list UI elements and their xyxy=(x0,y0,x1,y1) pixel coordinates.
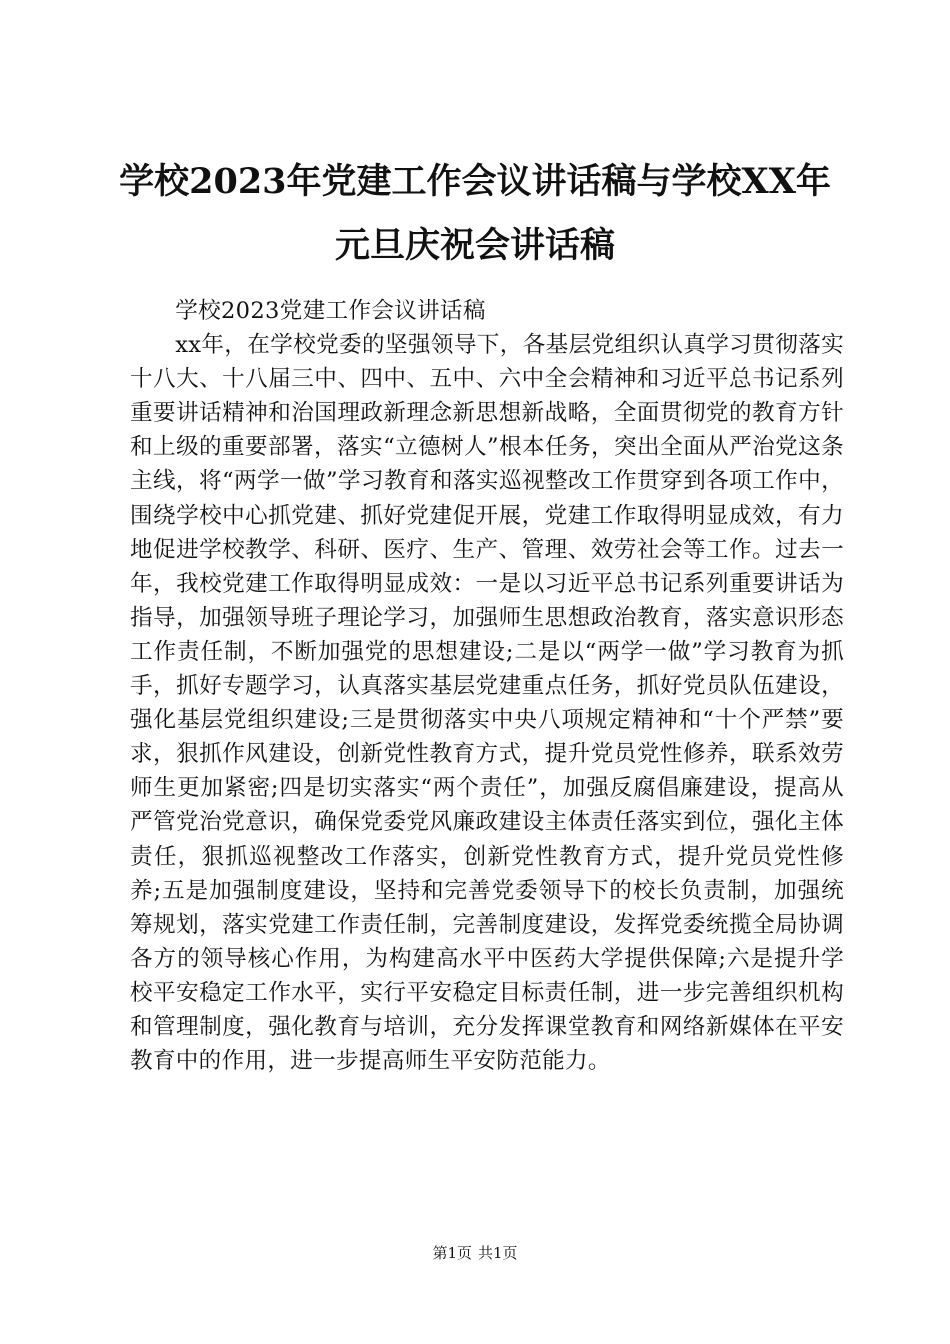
subheading: 学校2023党建工作会议讲话稿 xyxy=(175,298,486,324)
document-content xyxy=(130,294,844,1078)
page-number: 第1页 xyxy=(432,1244,472,1262)
document-title-line-1: 学校2023年党建工作会议讲话稿与学校XX年 xyxy=(119,161,831,202)
page-footer xyxy=(0,1243,950,1263)
page-total: 共1页 xyxy=(478,1244,518,1262)
document-title-line-2: 元旦庆祝会讲话稿 xyxy=(334,225,615,266)
body-paragraph: xx年，在学校党委的坚强领导下，各基层党组织认真学习贯彻落实十八大、十八届三中、四中、五中、六中全会精神和习近平总书记系列重要讲话精神和治国理政新理念新思想新战略，全面贯彻党的教育方针和上级的重要部署，落实“立德树人”根本任务，突出全面从严治党这条主线，将“两学一做”学习教育和落实巡视整改工作贯穿到各项工作中，围绕学校中心抓党建、抓好党建促开展，党建工作取得明显成效，有力地促进学校教学、科研、医疗、生产、管理、效劳社会等工作。过去一年，我校党建工作取得明显成效：一是以习近平总书记系列重要讲话为指导，加强领导班子理论学习，加强师生思想政治教育，落实意识形态工作责任制，不断加强党的思想建设;二是以“两学一做”学习教育为抓手，抓好专题学习，认真落实基层党建重点任务，抓好党员队伍建设，强化基层党组织建设;三是贯彻落实中央八项规定精神和“十个严禁”要求，狠抓作风建设，创新党性教育方式，提升党员党性修养，联系效劳师生更加紧密;四是切实落实“两个责任”，加强反腐倡廉建设，提高从严管党治党意识，确保党委党风廉政建设主体责任落实到位，强化主体责任，狠抓巡视整改工作落实，创新党性教育方式，提升党员党性修养;五是加强制度建设，坚持和完善党委领导下的校长负责制，加强统筹规划，落实党建工作责任制，完善制度建设，发挥党委统揽全局协调各方的领导核心作用，为构建高水平中医药大学提供保障;六是提升学校平安稳定工作水平，实行平安稳定目标责任制，进一步完善组织机构和管理制度，强化教育与培训，充分发挥课堂教育和网络新媒体在平安教育中的作用，进一步提高师生平安防范能力。 xyxy=(130,332,844,1075)
